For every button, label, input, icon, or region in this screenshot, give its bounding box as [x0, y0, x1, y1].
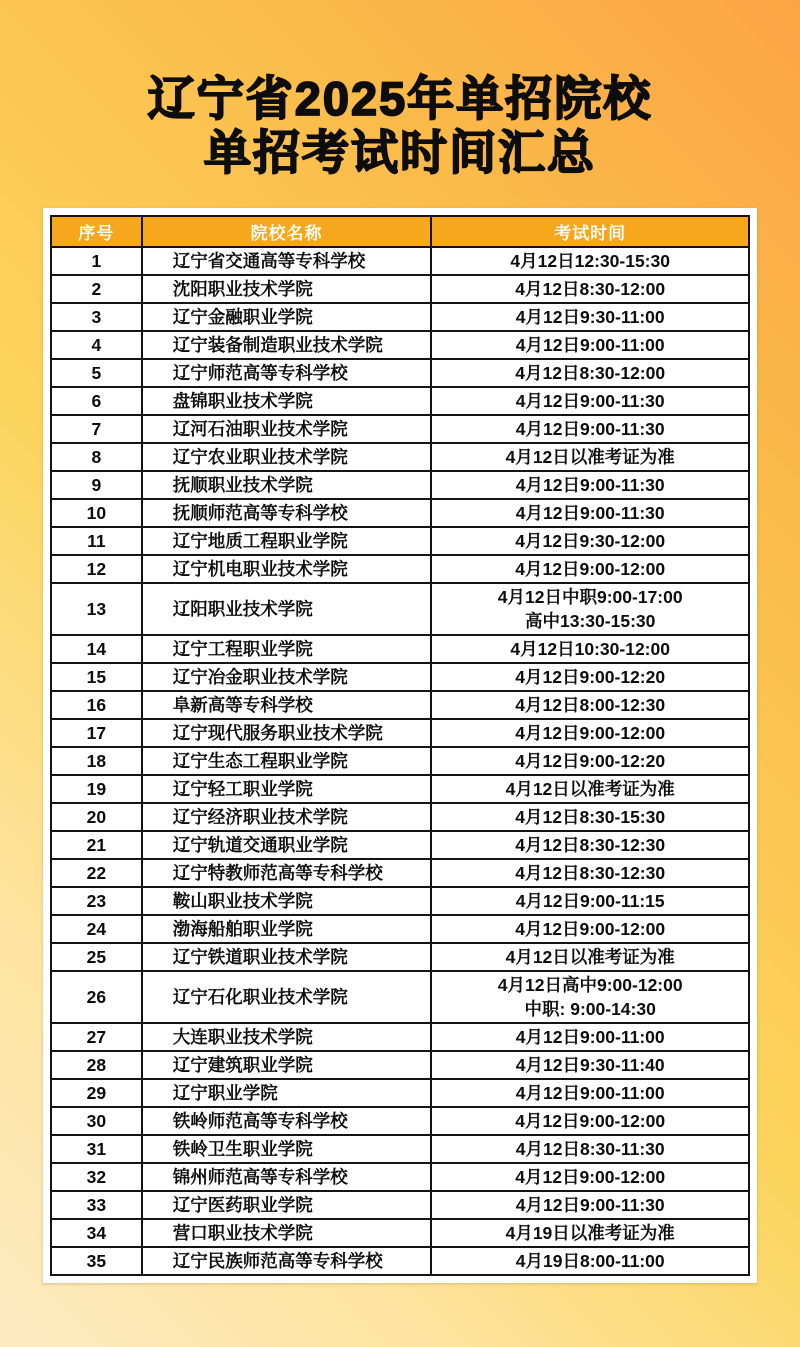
- cell-time-line: 4月12日9:30-11:00: [515, 307, 665, 327]
- cell-no: 30: [51, 1107, 142, 1135]
- cell-school: 辽宁现代服务职业技术学院: [142, 719, 432, 747]
- cell-no: 22: [51, 859, 142, 887]
- cell-school: 辽宁铁道职业技术学院: [142, 943, 432, 971]
- cell-time-line: 4月12日以准考证为准: [505, 779, 675, 799]
- cell-school: 铁岭卫生职业学院: [142, 1135, 432, 1163]
- cell-time: [431, 663, 749, 691]
- cell-time: [431, 1051, 749, 1079]
- cell-time: [431, 303, 749, 331]
- cell-no: 34: [51, 1219, 142, 1247]
- cell-school: 辽宁冶金职业技术学院: [142, 663, 432, 691]
- cell-time-line: 4月12日9:00-11:00: [515, 1027, 665, 1047]
- cell-time: [431, 1079, 749, 1107]
- cell-time: [431, 1135, 749, 1163]
- cell-school: 辽宁医药职业学院: [142, 1191, 432, 1219]
- cell-time-line: 4月12日8:30-11:30: [515, 1139, 665, 1159]
- cell-school: 沈阳职业技术学院: [142, 275, 432, 303]
- cell-time: [431, 359, 749, 387]
- table-row: [51, 859, 749, 887]
- cell-no: 7: [51, 415, 142, 443]
- table-row: [51, 471, 749, 499]
- cell-time: [431, 583, 749, 635]
- cell-no: 24: [51, 915, 142, 943]
- cell-time: [431, 775, 749, 803]
- cell-time: [431, 971, 749, 1023]
- cell-time: [431, 555, 749, 583]
- cell-school: 大连职业技术学院: [142, 1023, 432, 1051]
- cell-no: 25: [51, 943, 142, 971]
- table-row: [51, 331, 749, 359]
- table-row: [51, 359, 749, 387]
- cell-time-line: 4月12日8:30-12:30: [515, 835, 666, 855]
- cell-time: [431, 831, 749, 859]
- cell-school: 阜新高等专科学校: [142, 691, 432, 719]
- cell-time: [431, 1107, 749, 1135]
- cell-time-line: 4月12日9:00-11:30: [515, 503, 665, 523]
- table-row: [51, 1051, 749, 1079]
- table-row: [51, 583, 749, 635]
- cell-time-line: 4月12日9:00-12:00: [515, 919, 666, 939]
- table-row: [51, 527, 749, 555]
- table-row: [51, 275, 749, 303]
- cell-school: 辽宁农业职业技术学院: [142, 443, 432, 471]
- cell-time: [431, 415, 749, 443]
- cell-time: [431, 719, 749, 747]
- cell-time: [431, 1163, 749, 1191]
- cell-no: 33: [51, 1191, 142, 1219]
- cell-school: 辽宁特教师范高等专科学校: [142, 859, 432, 887]
- table-row: [51, 1135, 749, 1163]
- column-header-no: 序号: [51, 216, 142, 247]
- cell-time-line: 4月12日10:30-12:00: [510, 639, 670, 659]
- cell-school: 辽河石油职业技术学院: [142, 415, 432, 443]
- cell-time-line: 中职: 9:00-14:30: [524, 999, 656, 1019]
- table-row: [51, 1163, 749, 1191]
- table-row: [51, 831, 749, 859]
- cell-time-line: 4月12日9:00-11:30: [515, 475, 665, 495]
- cell-time: [431, 803, 749, 831]
- cell-school: 辽宁生态工程职业学院: [142, 747, 432, 775]
- cell-no: 26: [51, 971, 142, 1023]
- cell-school: 辽宁经济职业技术学院: [142, 803, 432, 831]
- table-row: [51, 775, 749, 803]
- cell-time-line: 4月12日9:00-12:00: [515, 1111, 666, 1131]
- cell-no: 6: [51, 387, 142, 415]
- cell-no: 16: [51, 691, 142, 719]
- cell-school: 辽宁金融职业学院: [142, 303, 432, 331]
- cell-no: 17: [51, 719, 142, 747]
- cell-school: 抚顺师范高等专科学校: [142, 499, 432, 527]
- cell-time-line: 高中13:30-15:30: [525, 611, 656, 631]
- cell-school: 铁岭师范高等专科学校: [142, 1107, 432, 1135]
- cell-time-line: 4月19日以准考证为准: [505, 1223, 675, 1243]
- cell-time-line: 4月12日9:00-11:30: [515, 1195, 665, 1215]
- cell-school: 辽宁民族师范高等专科学校: [142, 1247, 432, 1275]
- cell-time-line: 4月12日高中9:00-12:00: [497, 975, 683, 995]
- cell-time-line: 4月12日9:00-11:15: [515, 891, 665, 911]
- cell-time: [431, 859, 749, 887]
- table-panel: [43, 208, 757, 1283]
- cell-time-line: 4月12日8:30-12:00: [515, 279, 666, 299]
- cell-time: [431, 247, 749, 275]
- cell-time: [431, 747, 749, 775]
- cell-no: 4: [51, 331, 142, 359]
- cell-time-line: 4月19日8:00-11:00: [515, 1251, 665, 1271]
- cell-time-line: 4月12日9:30-11:40: [515, 1055, 665, 1075]
- cell-time-line: 4月12日8:30-15:30: [515, 807, 666, 827]
- cell-school: 抚顺职业技术学院: [142, 471, 432, 499]
- table-row: [51, 719, 749, 747]
- cell-school: 锦州师范高等专科学校: [142, 1163, 432, 1191]
- cell-no: 29: [51, 1079, 142, 1107]
- cell-school: 辽阳职业技术学院: [142, 583, 432, 635]
- cell-no: 8: [51, 443, 142, 471]
- table-body: [51, 247, 749, 1275]
- table-row: [51, 635, 749, 663]
- cell-school: 辽宁装备制造职业技术学院: [142, 331, 432, 359]
- page-title-line2: 单招考试时间汇总: [204, 125, 596, 179]
- cell-school: 营口职业技术学院: [142, 1219, 432, 1247]
- cell-time-line: 4月12日9:00-11:30: [515, 391, 665, 411]
- cell-time-line: 4月12日以准考证为准: [505, 947, 675, 967]
- table-row: [51, 1247, 749, 1275]
- cell-school: 辽宁建筑职业学院: [142, 1051, 432, 1079]
- column-header-school: 院校名称: [142, 216, 432, 247]
- cell-no: 1: [51, 247, 142, 275]
- table-row: [51, 247, 749, 275]
- cell-school: 辽宁职业学院: [142, 1079, 432, 1107]
- cell-school: 辽宁师范高等专科学校: [142, 359, 432, 387]
- cell-school: 辽宁石化职业技术学院: [142, 971, 432, 1023]
- cell-no: 31: [51, 1135, 142, 1163]
- table-row: [51, 1107, 749, 1135]
- cell-time-line: 4月12日9:30-12:00: [515, 531, 666, 551]
- cell-time: [431, 943, 749, 971]
- cell-no: 23: [51, 887, 142, 915]
- table-row: [51, 415, 749, 443]
- cell-time-line: 4月12日中职9:00-17:00: [497, 587, 683, 607]
- cell-time: [431, 387, 749, 415]
- exam-schedule-table: [50, 215, 750, 1276]
- cell-time: [431, 915, 749, 943]
- table-row: [51, 691, 749, 719]
- cell-time: [431, 1023, 749, 1051]
- cell-time: [431, 499, 749, 527]
- table-row: [51, 887, 749, 915]
- cell-time-line: 4月12日9:00-12:20: [515, 667, 666, 687]
- cell-no: 27: [51, 1023, 142, 1051]
- page-title: [0, 0, 800, 179]
- cell-school: 渤海船舶职业学院: [142, 915, 432, 943]
- cell-no: 14: [51, 635, 142, 663]
- cell-time-line: 4月12日8:00-12:30: [515, 695, 666, 715]
- cell-time-line: 4月12日8:30-12:30: [515, 863, 666, 883]
- cell-school: 鞍山职业技术学院: [142, 887, 432, 915]
- table-row: [51, 555, 749, 583]
- cell-time-line: 4月12日9:00-12:00: [515, 559, 666, 579]
- table-row: [51, 747, 749, 775]
- cell-no: 12: [51, 555, 142, 583]
- table-row: [51, 499, 749, 527]
- cell-no: 18: [51, 747, 142, 775]
- cell-time: [431, 527, 749, 555]
- cell-time: [431, 1219, 749, 1247]
- cell-time: [431, 443, 749, 471]
- cell-no: 28: [51, 1051, 142, 1079]
- table-row: [51, 971, 749, 1023]
- cell-school: 辽宁轨道交通职业学院: [142, 831, 432, 859]
- cell-time-line: 4月12日9:00-11:00: [515, 1083, 665, 1103]
- column-header-time: 考试时间: [431, 216, 749, 247]
- cell-school: 辽宁工程职业学院: [142, 635, 432, 663]
- cell-no: 2: [51, 275, 142, 303]
- cell-time: [431, 471, 749, 499]
- table-row: [51, 1079, 749, 1107]
- table-header-row: [51, 216, 749, 247]
- cell-time: [431, 635, 749, 663]
- cell-no: 10: [51, 499, 142, 527]
- cell-no: 20: [51, 803, 142, 831]
- cell-school: 辽宁轻工职业学院: [142, 775, 432, 803]
- cell-school: 辽宁地质工程职业学院: [142, 527, 432, 555]
- cell-time-line: 4月12日以准考证为准: [505, 447, 675, 467]
- cell-time-line: 4月12日9:00-12:00: [515, 1167, 666, 1187]
- cell-time: [431, 1247, 749, 1275]
- cell-no: 5: [51, 359, 142, 387]
- cell-school: 辽宁省交通高等专科学校: [142, 247, 432, 275]
- cell-time: [431, 1191, 749, 1219]
- table-row: [51, 387, 749, 415]
- table-row: [51, 1023, 749, 1051]
- cell-time-line: 4月12日9:00-11:00: [515, 335, 665, 355]
- cell-school: 辽宁机电职业技术学院: [142, 555, 432, 583]
- page-title-line1: 辽宁省2025年单招院校: [147, 72, 653, 125]
- cell-no: 13: [51, 583, 142, 635]
- cell-no: 3: [51, 303, 142, 331]
- cell-time: [431, 331, 749, 359]
- cell-no: 15: [51, 663, 142, 691]
- table-row: [51, 803, 749, 831]
- cell-time: [431, 275, 749, 303]
- cell-time-line: 4月12日9:00-12:00: [515, 723, 666, 743]
- cell-no: 19: [51, 775, 142, 803]
- cell-no: 21: [51, 831, 142, 859]
- cell-school: 盘锦职业技术学院: [142, 387, 432, 415]
- table-row: [51, 943, 749, 971]
- cell-no: 35: [51, 1247, 142, 1275]
- cell-time-line: 4月12日9:00-11:30: [515, 419, 665, 439]
- cell-no: 32: [51, 1163, 142, 1191]
- cell-no: 11: [51, 527, 142, 555]
- cell-time-line: 4月12日8:30-12:00: [515, 363, 666, 383]
- cell-time: [431, 887, 749, 915]
- cell-time-line: 4月12日9:00-12:20: [515, 751, 666, 771]
- table-row: [51, 1191, 749, 1219]
- table-row: [51, 1219, 749, 1247]
- cell-time-line: 4月12日12:30-15:30: [510, 251, 670, 271]
- table-row: [51, 443, 749, 471]
- cell-no: 9: [51, 471, 142, 499]
- cell-time: [431, 691, 749, 719]
- table-row: [51, 915, 749, 943]
- table-row: [51, 303, 749, 331]
- table-row: [51, 663, 749, 691]
